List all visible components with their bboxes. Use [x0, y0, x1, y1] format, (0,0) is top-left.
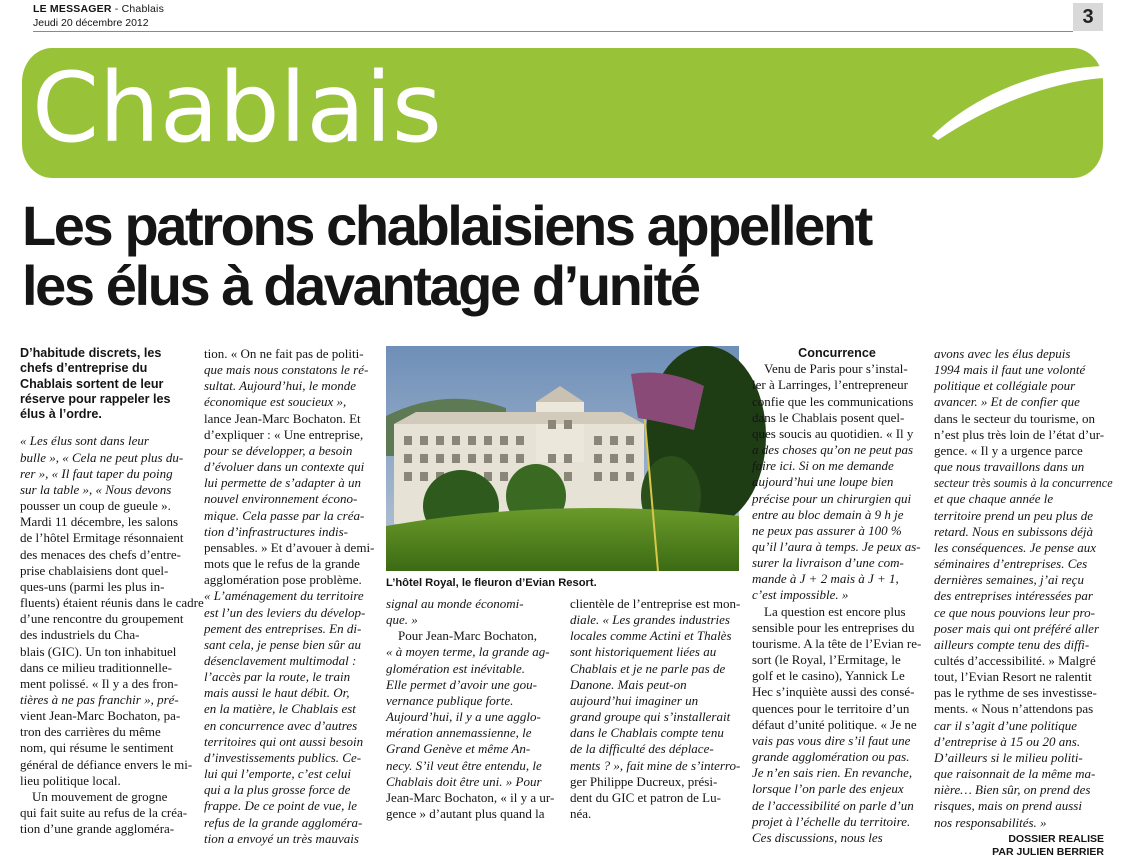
section-banner: [22, 48, 1103, 178]
page-number: 3: [1073, 3, 1103, 31]
column-6: [934, 346, 1113, 859]
text-line: Chablais et je ne parle pas de: [570, 660, 726, 676]
text-line: quences pour le territoire d’un: [752, 700, 910, 716]
text-line: défaut d’unité politique. « Je ne: [752, 716, 917, 732]
text-line: nière… Bien sûr, on prend des: [934, 782, 1091, 798]
text-line: D’ailleurs si le milieu politi-: [934, 749, 1083, 765]
text-line: tion d’une grande aggloméra-: [20, 821, 175, 837]
text-line: gence. « Il y a urgence parce: [934, 442, 1083, 458]
text-line: tout, l’Evian Resort ne ralentit: [934, 669, 1092, 685]
text-line: nos responsabilités. »: [934, 814, 1047, 830]
text-line: d’investissements publics. Ce-: [204, 749, 362, 765]
text-line: ailleurs compte tenu des diffi-: [934, 636, 1090, 652]
text-line: cultés d’accessibilité. » Malgré: [934, 652, 1096, 668]
text-line: de la difficulté des déplace-: [570, 741, 714, 757]
text-line: pement des entreprises. En di-: [204, 620, 362, 636]
text-line: nouvel environnement écono-: [204, 491, 358, 507]
text-line: sur la table », « Nous devons: [20, 481, 172, 497]
text-line: tion a envoyé un très mauvais: [204, 830, 359, 846]
text-line: confie que les communications: [752, 393, 914, 409]
hotel-royal-image: [386, 346, 739, 571]
text-line: golf et le casino), Yannick Le: [752, 668, 905, 684]
text-line: des menaces des chefs d’entre-: [20, 546, 181, 562]
paper-edition: Chablais: [121, 3, 165, 15]
text-line: ques soucis au quotidien. « Il y: [752, 425, 914, 441]
text-line: d’entreprise à 15 ou 20 ans.: [934, 733, 1081, 749]
text-line: rer », « Il faut taper du poing: [20, 465, 173, 481]
text-line: avons avec les élus depuis: [934, 346, 1071, 361]
text-line: sant cela, je pense bien sûr au: [204, 636, 362, 652]
text-line: sensible pour les entreprises du: [752, 619, 915, 635]
text-line: ger Philippe Ducreux, prési-: [570, 773, 718, 789]
text-line: d’une rencontre du groupement: [20, 611, 184, 627]
text-line: entre au bloc demain à 9 h je: [752, 506, 904, 522]
text-line: signal au monde économi-: [386, 596, 524, 611]
text-line: que. »: [386, 612, 418, 628]
text-line: et que chaque année le: [934, 491, 1054, 507]
text-line: sort (le Royal, l’Ermitage, le: [752, 652, 901, 668]
headline-line: Les patrons chablaisiens appellent: [22, 194, 871, 257]
text-line: qu’il l’aura à temps. Je peux as-: [752, 539, 921, 555]
text-line: général de défiance envers le mi-: [20, 756, 193, 772]
text-line: territoires qui ont aussi besoin: [204, 733, 364, 749]
text-line: dernières semaines, j’ai reçu: [934, 572, 1084, 588]
text-line: poser mais qui ont préféré aller: [934, 620, 1100, 636]
newspaper-name: LE MESSAGER - Chablais: [33, 3, 165, 15]
issue-date: Jeudi 20 décembre 2012: [33, 17, 149, 29]
text-line: pas le rythme de ses investisse-: [934, 685, 1097, 701]
text-line: ments. « Nous n’attendons pas: [934, 701, 1094, 717]
text-line: de l’accessibilité on parle d’un: [752, 797, 914, 813]
text-line: l’accès par la route, le train: [204, 669, 351, 685]
text-line: necy. S’il veut être entendu, le: [386, 757, 542, 773]
text-line: mots que le refus de la grande: [204, 556, 360, 572]
text-line: Jean-Marc Bochaton, « il y a ur-: [386, 789, 555, 805]
text-line: que raisonnait de la même ma-: [934, 766, 1096, 782]
text-line: pensables. » Et d’avouer à demi-: [204, 539, 375, 555]
text-line: Grand Genève et même An-: [386, 741, 531, 757]
text-line: locales comme Actini et Thalès: [570, 628, 732, 644]
text-line: projet à l’échelle du territoire.: [752, 813, 911, 829]
text-line: lance Jean-Marc Bochaton. Et: [204, 410, 361, 426]
text-line: Chablais doit être uni. » Pour: [386, 773, 542, 789]
text-line: tières à ne pas franchir », pré-: [20, 691, 179, 707]
text-line: mande à J + 2 mais à J + 1,: [752, 571, 899, 587]
text-line: nom, qui résume le sentiment: [20, 740, 174, 756]
text-line: « à moyen terme, la grande ag-: [386, 644, 550, 660]
text-line: dans le secteur du tourisme, on: [934, 410, 1096, 426]
text-line: Elle permet d’avoir une gou-: [386, 676, 537, 692]
text-line: lieu politique local.: [20, 772, 121, 788]
text-line: blais (GIC). Un ton inhabituel: [20, 643, 177, 659]
hotel-photo: [386, 346, 739, 571]
text-line: tion d’infrastructures indis-: [204, 523, 348, 539]
text-line: lui permette de s’adapter à un: [204, 475, 362, 491]
text-line: ment polissé. « Il y a des fron-: [20, 675, 179, 691]
column-1: [20, 346, 204, 837]
text-line: précise pour un chirurgien qui: [752, 490, 912, 506]
text-line: ques-uns (parmi les plus in-: [20, 578, 165, 594]
text-line: c’est impossible. »: [752, 587, 849, 603]
paper-title: LE MESSAGER: [33, 3, 112, 15]
text-line: pour se développer, a besoin: [204, 442, 353, 458]
text-line: diale. « Les grandes industries: [570, 612, 730, 628]
column-2: [204, 346, 375, 847]
text-line: car il s’agit d’une politique: [934, 717, 1077, 733]
text-line: pousser un coup de gueule ».: [20, 498, 171, 514]
text-line: des entreprises intéressées par: [934, 588, 1093, 604]
header-rule: [33, 31, 1073, 32]
text-line: de l’hôtel Ermitage résonnaient: [20, 530, 184, 546]
text-line: qui a la plus grosse force de: [204, 782, 351, 798]
text-line: gence » d’autant plus quand la: [386, 806, 545, 822]
text-line: 1994 mais il faut une volonté: [934, 362, 1086, 378]
text-line: séminaires d’entreprises. Ces: [934, 556, 1088, 572]
text-line: surer la livraison d’une com-: [752, 555, 904, 571]
text-line: lui qui l’emporte, c’est celui: [204, 766, 351, 782]
headline-line: les élus à davantage d’unité: [22, 254, 699, 317]
text-line: politique et collégiale pour: [934, 378, 1076, 394]
text-line: d’expliquer : « Une entreprise,: [204, 426, 364, 442]
text-line: que mais nous constatons le ré-: [204, 362, 369, 378]
text-line: vais pas vous dire s’il faut une: [752, 732, 911, 748]
text-line: néa.: [570, 806, 592, 822]
text-line: vient Jean-Marc Bochaton, pa-: [20, 708, 181, 724]
lead-line: D’habitude discrets, les: [20, 346, 162, 360]
text-line: dans le Chablais posent quel-: [752, 409, 905, 425]
text-line: Hec s’inquiète aussi des consé-: [752, 684, 915, 700]
text-line: tron des carrières du même: [20, 724, 161, 740]
text-line: refus de la grande aggloméra-: [204, 814, 363, 830]
text-line: dans le Chablais compte tenu: [570, 725, 724, 741]
text-line: grande agglomération ou pas.: [752, 749, 910, 765]
text-line: vernance publique forte.: [386, 692, 514, 708]
text-line: n’est plus très loin de l’état d’ur-: [934, 426, 1105, 442]
column-5: [752, 346, 922, 846]
text-line: secteur très soumis à la concurrence: [934, 476, 1113, 491]
text-line: Pour Jean-Marc Bochaton,: [398, 628, 537, 644]
text-line: Ces discussions, nous les: [752, 829, 883, 845]
author-signature: PAR JULIEN BERRIER: [992, 845, 1104, 858]
text-line: avancer. » Et de confier que: [934, 394, 1080, 410]
text-line: Danone. Mais peut-on: [570, 676, 687, 692]
author-signature: DOSSIER REALISE: [1008, 832, 1104, 845]
text-line: que nous travaillons dans un: [934, 459, 1085, 475]
text-line: dans ce milieu traditionnelle-: [20, 659, 172, 675]
lead-line: élus à l’ordre.: [20, 407, 102, 422]
text-line: ler à Larringes, l’entrepreneur: [752, 377, 908, 393]
lead-line: réserve pour rappeler les: [20, 391, 171, 406]
text-line: faire ici. Si on me demande: [752, 458, 894, 474]
column-3: [386, 596, 556, 822]
text-line: aujourd’hui imaginer un: [570, 692, 699, 708]
text-line: fluents) étaient réunis dans le cadre: [20, 595, 204, 611]
text-line: sultat. Aujourd’hui, le monde: [204, 378, 357, 394]
headline: [22, 196, 1102, 316]
text-line: mais aussi le haut débit. Or,: [204, 685, 350, 701]
text-line: a des choses qu’on ne peut pas: [752, 442, 914, 458]
text-line: mération annemassienne, le: [386, 725, 532, 741]
text-line: mique. Cela passe par la créa-: [204, 507, 365, 523]
text-line: tion. « On ne fait pas de politi-: [204, 346, 364, 361]
text-line: tourisme. A la tête de l’Evian re-: [752, 635, 922, 651]
text-line: aujourd’hui une loupe bien: [752, 474, 894, 490]
text-line: Mardi 11 décembre, les salons: [20, 514, 178, 530]
text-line: désenclavement multimodal :: [204, 652, 357, 668]
text-line: ce que nous pouvions leur pro-: [934, 604, 1095, 620]
subheading-concurrence: Concurrence: [798, 346, 876, 360]
text-line: ments ? », fait mine de s’interro-: [570, 757, 741, 773]
text-line: glomération est inévitable.: [386, 660, 526, 676]
photo-caption: L’hôtel Royal, le fleuron d’Evian Resort.: [386, 577, 597, 589]
text-line: Aujourd’hui, il y a une agglo-: [386, 709, 541, 725]
text-line: Un mouvement de grogne: [32, 788, 168, 804]
text-line: clientèle de l’entreprise est mon-: [570, 596, 741, 611]
text-line: en concurrence avec d’autres: [204, 717, 358, 733]
lead-line: chefs d’entreprise du: [20, 361, 148, 376]
text-line: qui fait suite au refus de la créa-: [20, 805, 188, 821]
text-line: territoire prend un peu plus de: [934, 507, 1093, 523]
column-4: [570, 596, 740, 822]
text-line: les conséquences. Je pense aux: [934, 539, 1097, 555]
text-line: est l’un des leviers du dévelop-: [204, 604, 366, 620]
text-line: La question est encore plus: [764, 603, 906, 619]
text-line: grand groupe qui s’installerait: [570, 709, 731, 725]
text-line: Je n’en sais rien. En revanche,: [752, 765, 913, 781]
text-line: « L’aménagement du territoire: [204, 588, 364, 604]
text-line: des industriels du Cha-: [20, 627, 140, 643]
lead-paragraph: [20, 346, 190, 422]
text-line: dent du GIC et patron de Lu-: [570, 789, 721, 805]
text-line: Venu de Paris pour s’instal-: [764, 361, 908, 377]
text-line: économique est soucieux »,: [204, 394, 347, 410]
text-line: en la matière, le Chablais est: [204, 701, 356, 717]
text-line: frappe. De ce point de vue, le: [204, 798, 358, 814]
text-line: bulle », « Cela ne peut plus du-: [20, 449, 184, 465]
section-title: Chablais: [32, 52, 442, 164]
text-line: lorsque l’on parle des enjeux: [752, 781, 904, 797]
text-line: risques, mais on prend aussi: [934, 798, 1082, 814]
lead-line: Chablais sortent de leur: [20, 376, 164, 391]
text-line: prise chablaisiens dont quel-: [20, 562, 169, 578]
text-line: « Les élus sont dans leur: [20, 433, 149, 449]
text-line: ne peux pas assurer à 100 %: [752, 522, 902, 538]
text-line: d’évoluer dans un contexte qui: [204, 459, 365, 475]
text-line: sont historiquement liées au: [570, 644, 717, 660]
text-line: retard. Nous en subissons déjà: [934, 523, 1094, 539]
banner-swoosh-icon: [902, 48, 1103, 178]
text-line: agglomération pose problème.: [204, 572, 362, 588]
